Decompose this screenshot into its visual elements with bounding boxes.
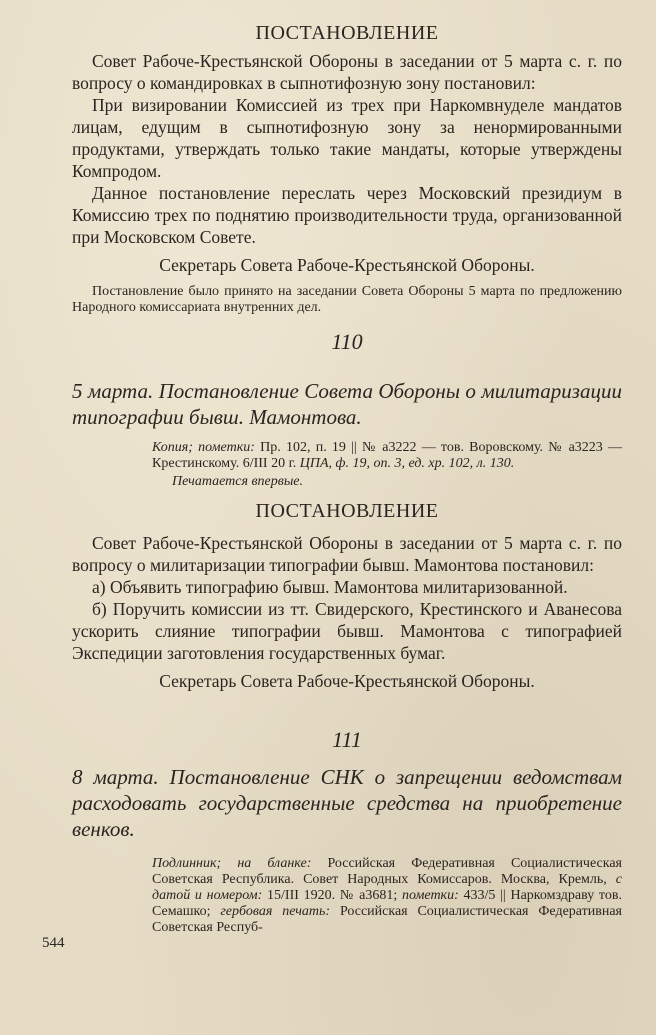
source-meta (72, 440, 622, 472)
editorial-note: Постановление было принято на заседании Совета Обороны 5 марта по предложению Народного комиссариата внутренних дел. (72, 284, 622, 315)
meta-text: 15/III 1920. № а3681; (262, 888, 398, 903)
page-number: 544 (42, 935, 65, 951)
meta-text: Российская Федеративная Социалистическая Советская Республика. Совет Народных Комиссаров. Москва, Кремль, (152, 856, 622, 887)
signature: Секретарь Совета Рабоче-Крестьянской Обороны. (159, 671, 535, 691)
meta-text: 433/5 || Наркомздраву тов. Семашко; (152, 888, 622, 919)
document-title: 5 марта. Постановление Совета Обороны о милитаризации типографии бывш. Мамонтова. (72, 379, 622, 429)
section-heading: ПОСТАНОВЛЕНИЕ (255, 22, 439, 44)
meta-label: с датой и номером: (152, 872, 622, 903)
meta-text: Российская Социалистическая Федеративная Советская Респуб- (152, 904, 622, 935)
meta-label: пометки: (397, 888, 459, 903)
meta-label: Копия; пометки: (152, 440, 255, 455)
document-number: 110 (331, 329, 363, 354)
meta-label: гербовая печать: (210, 904, 331, 919)
paragraph: Совет Рабоче-Крестьянской Обороны в заседании от 5 марта с. г. по вопросу о командировках в сыпнотифозную зону постановил: (72, 51, 622, 93)
source-meta (72, 856, 622, 936)
paragraph: а) Объявить типографию бывш. Мамонтова милитаризованной. (92, 577, 568, 597)
meta-label: ЦПА, ф. 19, оп. 3, ед. хр. 102, л. 130. (296, 456, 515, 471)
document-title: 8 марта. Постановление СНК о запрещении ведомствам расходовать государственные средства на приобретение венков. (72, 765, 622, 841)
meta-text: Пр. 102, п. 19 || № а3222 — тов. Воровскому. № а3223 — Крестинскому. 6/III 20 г. (152, 440, 623, 471)
paragraph: При визировании Комиссией из трех при Наркомвнуделе мандатов лицам, едущим в сыпнотифозную зону за ненормированными продуктами, утверждать только такие мандаты, которые утверждены Компродом. (72, 95, 622, 181)
page-content (72, 16, 622, 936)
section-heading: ПОСТАНОВЛЕНИЕ (255, 500, 439, 522)
document-number: 111 (332, 727, 362, 752)
signature: Секретарь Совета Рабоче-Крестьянской Обороны. (159, 255, 535, 275)
paragraph: Данное постановление переслать через Московский президиум в Комиссию трех по поднятию производительности труда, организованной при Московском Совете. (72, 183, 622, 247)
publication-note: Печатается впервые. (172, 474, 304, 489)
paragraph: б) Поручить комиссии из тт. Свидерского, Крестинского и Аванесова ускорить слияние типографии бывш. Мамонтова с типографией Экспедиции заготовления государственных бумаг. (72, 599, 622, 663)
paragraph: Совет Рабоче-Крестьянской Обороны в заседании от 5 марта с. г. по вопросу о милитаризации типографии бывш. Мамонтова постановил: (72, 533, 622, 575)
meta-label: Подлинник; на бланке: (152, 856, 312, 871)
